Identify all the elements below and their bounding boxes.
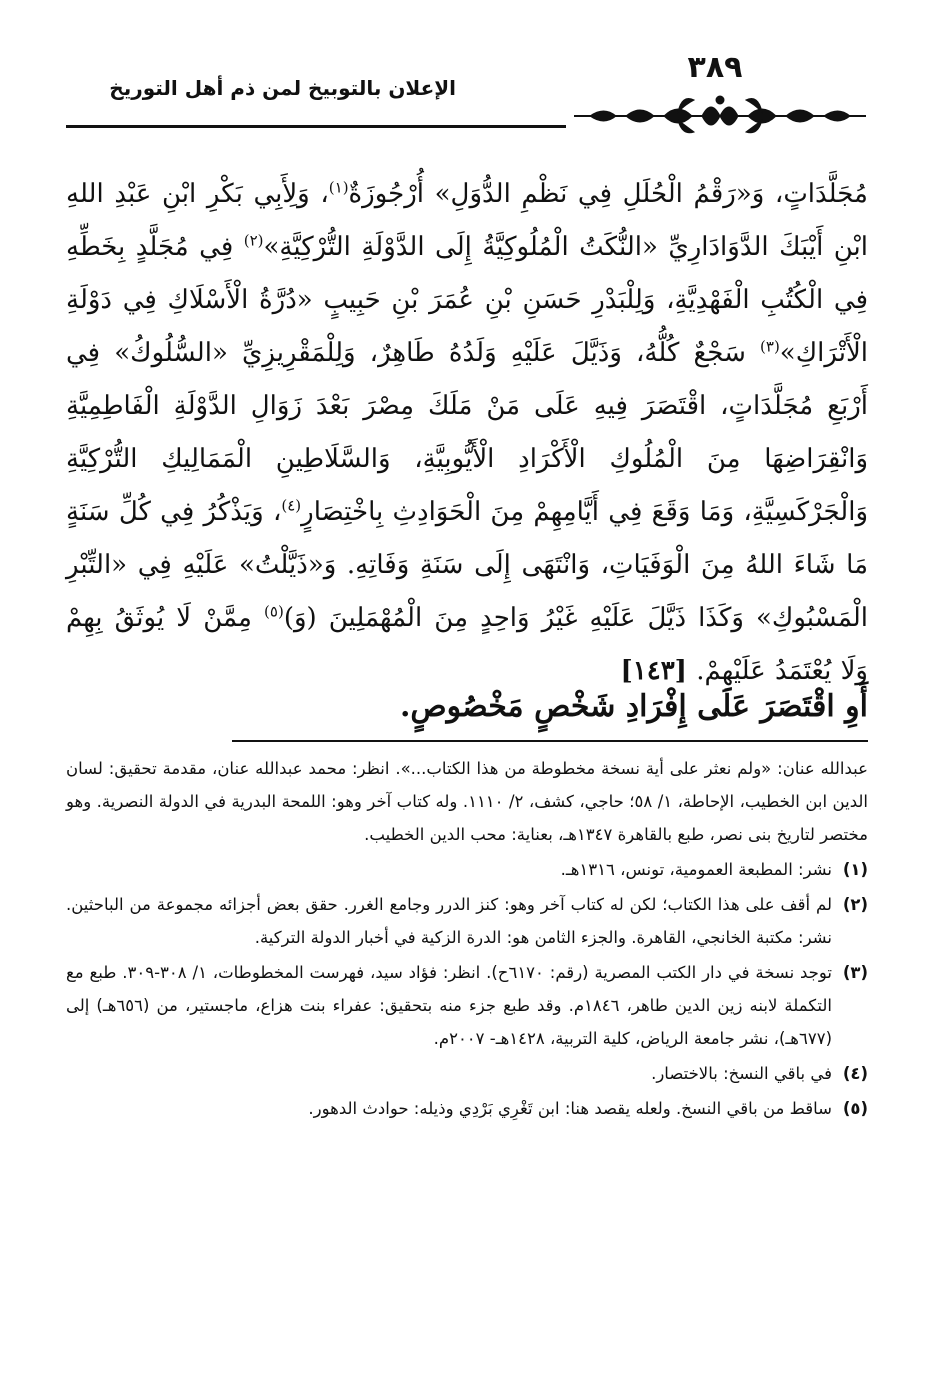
footnote-ref-3: (٣) xyxy=(760,337,780,356)
main-paragraph xyxy=(66,168,868,698)
text-run: مُجَلَّدَاتٍ، وَ«رَقْمُ الْحُلَلِ فِي نَظْمِ الدُّوَلِ» أُرْجُوزَةٌ xyxy=(348,179,868,209)
footnotes xyxy=(66,752,868,1125)
page-number: ٣٨٩ xyxy=(687,50,743,85)
footnote-text: ساقط من باقي النسخ. ولعله يقصد هنا: ابن تَغْرِي بَرْدِي وذيله: حوادث الدهور. xyxy=(308,1099,832,1118)
floral-ornament-icon xyxy=(570,90,870,136)
text-run: ، وَيَذْكُرُ فِي كُلِّ سَنَةٍ مَا شَاءَ اللهُ مِنَ الْوَفَيَاتِ، وَانْتَهَى إِلَى سَنَةِ وَفَاتِهِ. وَ«ذَيَّلْتُ» عَلَيْهِ فِي «التِّبْرِ الْمَسْبُوكِ» وَكَذَا ذَيَّلَ عَلَيْهِ غَيْرُ وَاحِدٍ مِنَ الْمُهْمَلِينَ (وَ) xyxy=(66,497,869,633)
footnote-mark: (٤) xyxy=(842,1064,868,1083)
footnote-separator xyxy=(232,740,868,742)
header-rule xyxy=(66,125,566,128)
footnote-3 xyxy=(66,956,868,1055)
footnote-text: نشر: المطبعة العمومية، تونس، ١٣١٦هـ. xyxy=(560,860,832,879)
footnote-mark: (٣) xyxy=(842,963,868,982)
footnote-ref-1: (١) xyxy=(328,178,349,197)
text-run: فِي مُجَلَّدٍ بِخَطِّهِ فِي الْكُتُبِ الْفَهْدِيَّةِ، وَلِلْبَدْرِ حَسَنِ بْنِ عُمَرَ بْنِ حَبِيبٍ «دُرَّةُ الْأَسْلَاكِ فِي دَوْلَةِ الْأَتْرَاكِ» xyxy=(66,232,868,368)
footnote-text: توجد نسخة في دار الكتب المصرية (رقم: ٦١٧٠ح). انظر: فؤاد سيد، فهرست المخطوطات، ١/ ٣٠٨-٣٠٩. طبع مع التكملة لابنه زين الدين طاهر، ١٨٤٦م. وقد طبع جزء منه بتحقيق: عفراء بنت هزاع، ماجستير، من (٦٥٦هـ) إلى (٦٧٧هـ)، نشر جامعة الرياض، كلية التربية، ١٤٢٨هـ- ٢٠٠٧م. xyxy=(66,963,832,1048)
running-title: الإعلان بالتوبيخ لمن ذم أهل التوريخ xyxy=(109,76,456,100)
footnote-mark: (٥) xyxy=(842,1099,868,1118)
text-run: سَجْعٌ كُلُّهُ، وَذَيَّلَ عَلَيْهِ وَلَدُهُ طَاهِرٌ، وَلِلْمَقْرِيزِيِّ «السُّلُوكُ» فِي أَرْبَعِ مُجَلَّدَاتٍ، اقْتَصَرَ فِيهِ عَلَى مَنْ مَلَكَ مِصْرَ بَعْدَ زَوَالِ الدَّوْلَةِ الْفَاطِمِيَّةِ وَانْقِرَاضِهَا مِنَ الْمُلُوكِ الْأَكْرَادِ الْأَيُّوبِيَّةِ، وَالسَّلَاطِينِ الْمَمَالِيكِ التُّرْكِيَّةِ وَالْجَرْكَسِيَّةِ، وَمَا وَقَعَ فِي أَيَّامِهِمْ مِنَ الْحَوَادِثِ بِاخْتِصَارٍ xyxy=(66,338,868,527)
footnote-ref-4: (٤) xyxy=(281,496,302,515)
footnote-1 xyxy=(66,853,868,886)
footnote-2 xyxy=(66,888,868,954)
footnote-ref-5: (٥) xyxy=(264,602,284,621)
text-run: مِمَّنْ لَا يُوثَقُ بِهِمْ وَلَا يُعْتَمَدُ عَلَيْهِمْ. xyxy=(66,603,868,686)
manuscript-page-marker: [١٤٣] xyxy=(620,656,687,686)
footnote-4 xyxy=(66,1057,868,1090)
footnote-continuation: عبدالله عنان: «ولم نعثر على أية نسخة مخطوطة من هذا الكتاب...». انظر: محمد عبدالله عنان، مقدمة تحقيق: لسان الدين ابن الخطيب، الإحاطة، ١/ ٥٨؛ حاجي، كشف، ٢/ ١١١٠. وله كتاب آخر وهو: اللمحة البدرية في الدولة النصرية. وهو مختصر لتاريخ بنى نصر، طبع بالقاهرة ١٣٤٧هـ، بعناية: محب الدين الخطيب. xyxy=(66,759,868,844)
footnote-mark: (٢) xyxy=(842,895,868,914)
footnote-mark: (١) xyxy=(842,860,868,879)
footnote-5 xyxy=(66,1092,868,1125)
footnote-ref-2: (٢) xyxy=(243,231,264,250)
section-heading: أَوِ اقْتَصَرَ عَلَى إِفْرَادِ شَخْصٍ مَخْصُوصٍ. xyxy=(399,689,868,724)
footnote-text: لم أقف على هذا الكتاب؛ لكن له كتاب آخر وهو: كنز الدرر وجامع الغرر. حقق بعض أجزائه مجموعة من الباحثين. نشر: مكتبة الخانجي، القاهرة. والجزء الثامن هو: الدرة الزكية في أخبار الدولة التركية. xyxy=(66,895,832,947)
text-run: ، وَلِأَبِي بَكْرِ ابْنِ عَبْدِ اللهِ ابْنِ أَيْبَكَ الدَّوَادَارِيِّ «النُّكَتُ الْمُلُوكِيَّةُ إِلَى الدَّوْلَةِ التُّرْكِيَّةِ» xyxy=(66,179,869,262)
footnote-text: في باقي النسخ: بالاختصار. xyxy=(651,1064,832,1083)
